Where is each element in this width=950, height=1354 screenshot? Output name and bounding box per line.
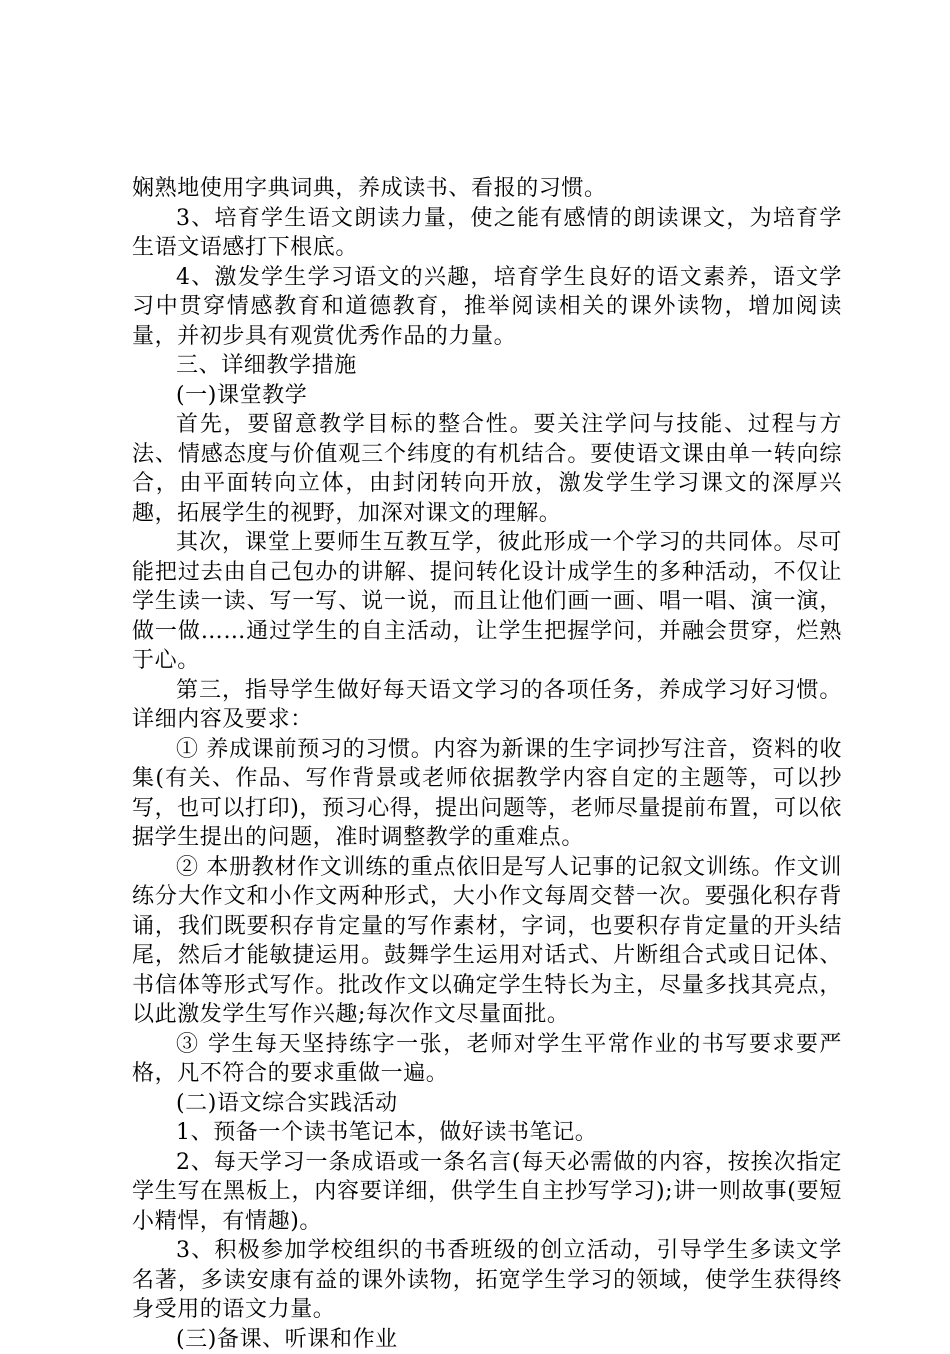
subsection-heading: (三)备课、听课和作业 xyxy=(132,1325,842,1354)
paragraph: 首先，要留意教学目标的整合性。要关注学问与技能、过程与方法、情感态度与价值观三个纬度的有机结合。要使语文课由单一转向综合，由平面转向立体，由封闭转向开放，激发学生学习课文的深厚兴趣，拓展学生的视野，加深对课文的理解。 xyxy=(132,410,842,528)
list-item: 3、积极参加学校组织的书香班级的创立活动，引导学生多读文学名著，多读安康有益的课外读物，拓宽学生学习的领域，使学生获得终身受用的语文力量。 xyxy=(132,1236,842,1325)
list-item: ② 本册教材作文训练的重点依旧是写人记事的记叙文训练。作文训练分大作文和小作文两种形式，大小作文每周交替一次。要强化积存背诵，我们既要积存肯定量的写作素材，字词，也要积存肯定量的开头结尾，然后才能敏捷运用。鼓舞学生运用对话式、片断组合式或日记体、书信体等形式写作。批改作文以确定学生特长为主，尽量多找其亮点，以此激发学生写作兴趣;每次作文尽量面批。 xyxy=(132,853,842,1030)
paragraph: 其次，课堂上要师生互教互学，彼此形成一个学习的共同体。尽可能把过去由自己包办的讲解、提问转化设计成学生的多种活动，不仅让学生读一读、写一写、说一说，而且让他们画一画、唱一唱、演一演，做一做……通过学生的自主活动，让学生把握学问，并融会贯穿，烂熟于心。 xyxy=(132,528,842,676)
paragraph: 4、激发学生学习语文的兴趣，培育学生良好的语文素养，语文学习中贯穿情感教育和道德教育，推举阅读相关的课外读物，增加阅读量，并初步具有观赏优秀作品的力量。 xyxy=(132,263,842,352)
list-item: ① 养成课前预习的习惯。内容为新课的生字词抄写注音，资料的收集(有关、作品、写作背景或老师依据教学内容自定的主题等，可以抄写，也可以打印)，预习心得，提出问题等，老师尽量提前布置，可以依据学生提出的问题，准时调整教学的重难点。 xyxy=(132,735,842,853)
subsection-heading: (二)语文综合实践活动 xyxy=(132,1089,842,1119)
list-item: 2、每天学习一条成语或一条名言(每天必需做的内容，按挨次指定学生写在黑板上，内容要详细，供学生自主抄写学习);讲一则故事(要短小精悍，有情趣)。 xyxy=(132,1148,842,1237)
subsection-heading: (一)课堂教学 xyxy=(132,381,842,411)
paragraph: 娴熟地使用字典词典，养成读书、看报的习惯。 xyxy=(132,174,842,204)
paragraph: 3、培育学生语文朗读力量，使之能有感情的朗读课文，为培育学生语文语感打下根底。 xyxy=(132,204,842,263)
document-body xyxy=(132,174,842,1354)
list-item: ③ 学生每天坚持练字一张，老师对学生平常作业的书写要求要严格，凡不符合的要求重做一遍。 xyxy=(132,1030,842,1089)
section-heading: 三、详细教学措施 xyxy=(132,351,842,381)
list-item: 1、预备一个读书笔记本，做好读书笔记。 xyxy=(132,1118,842,1148)
paragraph: 第三，指导学生做好每天语文学习的各项任务，养成学习好习惯。详细内容及要求： xyxy=(132,676,842,735)
